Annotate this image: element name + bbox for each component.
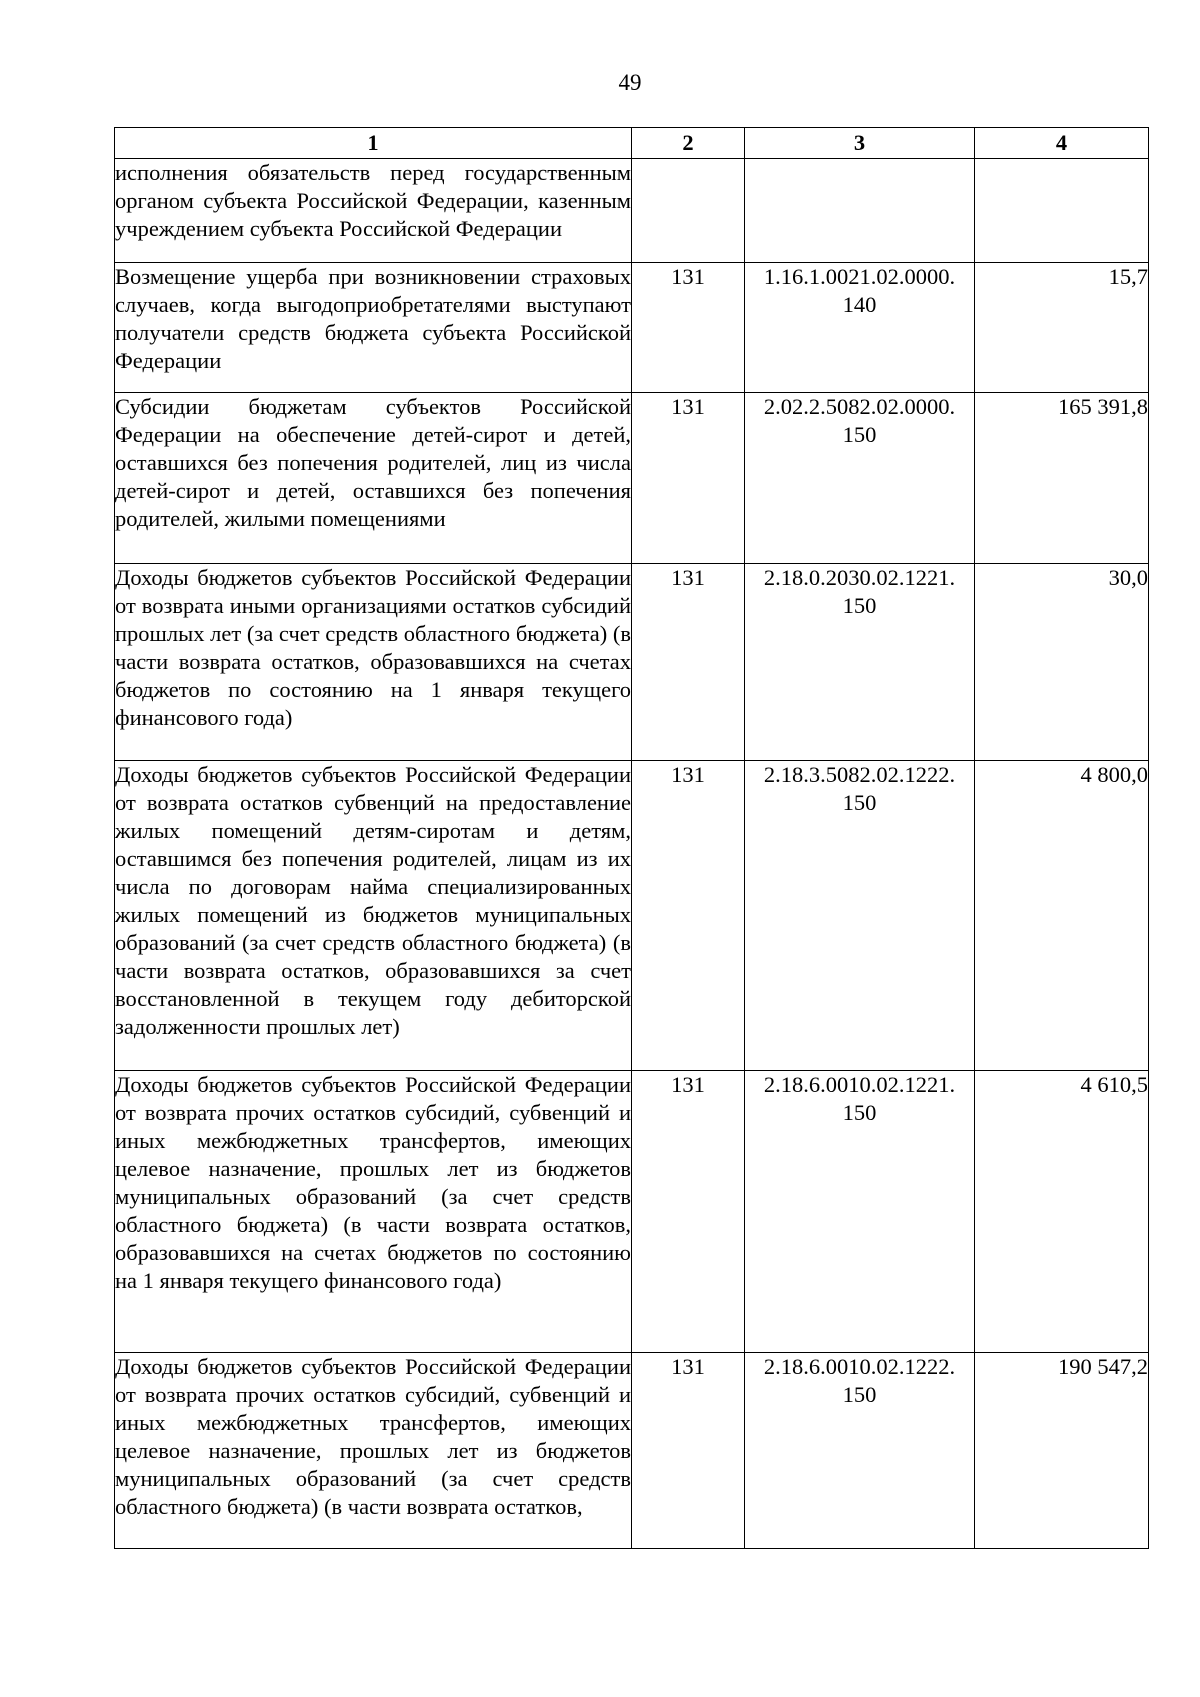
table-row [115, 564, 1149, 761]
code-line-2: 150 [842, 593, 877, 618]
row-description-text: Доходы бюджетов субъектов Российской Федерации от возврата прочих остатков субсидий, субвенций и иных межбюджетных трансфертов, имеющих целевое назначение, прошлых лет из бюджетов муниципальных образований (за счет средств областного бюджета) (в части возврата остатков, образовавшихся на счетах бюджетов по состоянию на 1 января текущего финансового года) [115, 1072, 631, 1293]
code-line-1: 2.02.2.5082.02.0000. [763, 394, 956, 419]
row-description [115, 159, 632, 263]
row-description [115, 761, 632, 1071]
row-classification-code [745, 393, 975, 564]
row-description [115, 263, 632, 393]
row-classification-code [745, 564, 975, 761]
code-line-2: 150 [842, 422, 877, 447]
row-amount: 4 800,0 [975, 761, 1149, 1071]
row-description-text: Доходы бюджетов субъектов Российской Федерации от возврата остатков субвенций на предоставление жилых помещений детям-сиротам и детям, оставшимся без попечения родителей, лицам из их числа по договорам найма специализированных жилых помещений из бюджетов муниципальных образований (за счет средств областного бюджета) (в части возврата остатков, образовавшихся за счет восстановленной в текущем году дебиторской задолженности прошлых лет) [115, 762, 631, 1039]
row-description-text: Доходы бюджетов субъектов Российской Федерации от возврата прочих остатков субсидий, субвенций и иных межбюджетных трансфертов, имеющих целевое назначение, прошлых лет из бюджетов муниципальных образований (за счет средств областного бюджета) (в части возврата остатков, [115, 1354, 631, 1519]
row-classification-code [745, 1353, 975, 1549]
row-description [115, 393, 632, 564]
row-description-text: Доходы бюджетов субъектов Российской Федерации от возврата иными организациями остатков субсидий прошлых лет (за счет средств областного бюджета) (в части возврата остатков, образовавшихся на счетах бюджетов по состоянию на 1 января текущего финансового года) [115, 565, 631, 730]
code-line-1: 1.16.1.0021.02.0000. [763, 264, 956, 289]
table-row [115, 1353, 1149, 1549]
code-line-2: 150 [842, 1382, 877, 1407]
row-amount [975, 159, 1149, 263]
code-line-2: 140 [842, 292, 877, 317]
row-description [115, 1071, 632, 1353]
row-admin-code [632, 159, 745, 263]
row-amount: 4 610,5 [975, 1071, 1149, 1353]
column-header-1: 1 [115, 128, 632, 159]
row-classification-code [745, 263, 975, 393]
table-row [115, 1071, 1149, 1353]
row-amount: 30,0 [975, 564, 1149, 761]
row-admin-code: 131 [632, 1353, 745, 1549]
row-admin-code: 131 [632, 393, 745, 564]
table-header-row [115, 128, 1149, 159]
table-row [115, 393, 1149, 564]
row-amount: 190 547,2 [975, 1353, 1149, 1549]
code-line-1: 2.18.6.0010.02.1221. [763, 1072, 956, 1097]
row-description [115, 564, 632, 761]
code-line-1: 2.18.0.2030.02.1221. [763, 565, 956, 590]
table-row [115, 263, 1149, 393]
row-classification-code [745, 1071, 975, 1353]
column-header-3: 3 [745, 128, 975, 159]
row-classification-code [745, 159, 975, 263]
code-line-1: 2.18.6.0010.02.1222. [763, 1354, 956, 1379]
row-amount: 15,7 [975, 263, 1149, 393]
table-row [115, 159, 1149, 263]
row-admin-code: 131 [632, 263, 745, 393]
row-amount: 165 391,8 [975, 393, 1149, 564]
row-admin-code: 131 [632, 1071, 745, 1353]
column-header-4: 4 [975, 128, 1149, 159]
code-line-1: 2.18.3.5082.02.1222. [763, 762, 956, 787]
column-header-2: 2 [632, 128, 745, 159]
row-classification-code [745, 761, 975, 1071]
row-description-text: исполнения обязательств перед государственным органом субъекта Российской Федерации, казенным учреждением субъекта Российской Федерации [115, 160, 631, 241]
code-line-2: 150 [842, 790, 877, 815]
row-admin-code: 131 [632, 761, 745, 1071]
row-admin-code: 131 [632, 564, 745, 761]
code-line-2: 150 [842, 1100, 877, 1125]
table-row [115, 761, 1149, 1071]
row-description-text: Субсидии бюджетам субъектов Российской Федерации на обеспечение детей-сирот и детей, оставшихся без попечения родителей, лиц из числа детей-сирот и детей, оставшихся без попечения родителей, жилыми помещениями [115, 394, 631, 531]
page-number: 49 [618, 70, 642, 95]
row-description-text: Возмещение ущерба при возникновении страховых случаев, когда выгодоприобретателями выступают получатели средств бюджета субъекта Российской Федерации [115, 264, 631, 373]
budget-table [114, 127, 1149, 1549]
row-description [115, 1353, 632, 1549]
